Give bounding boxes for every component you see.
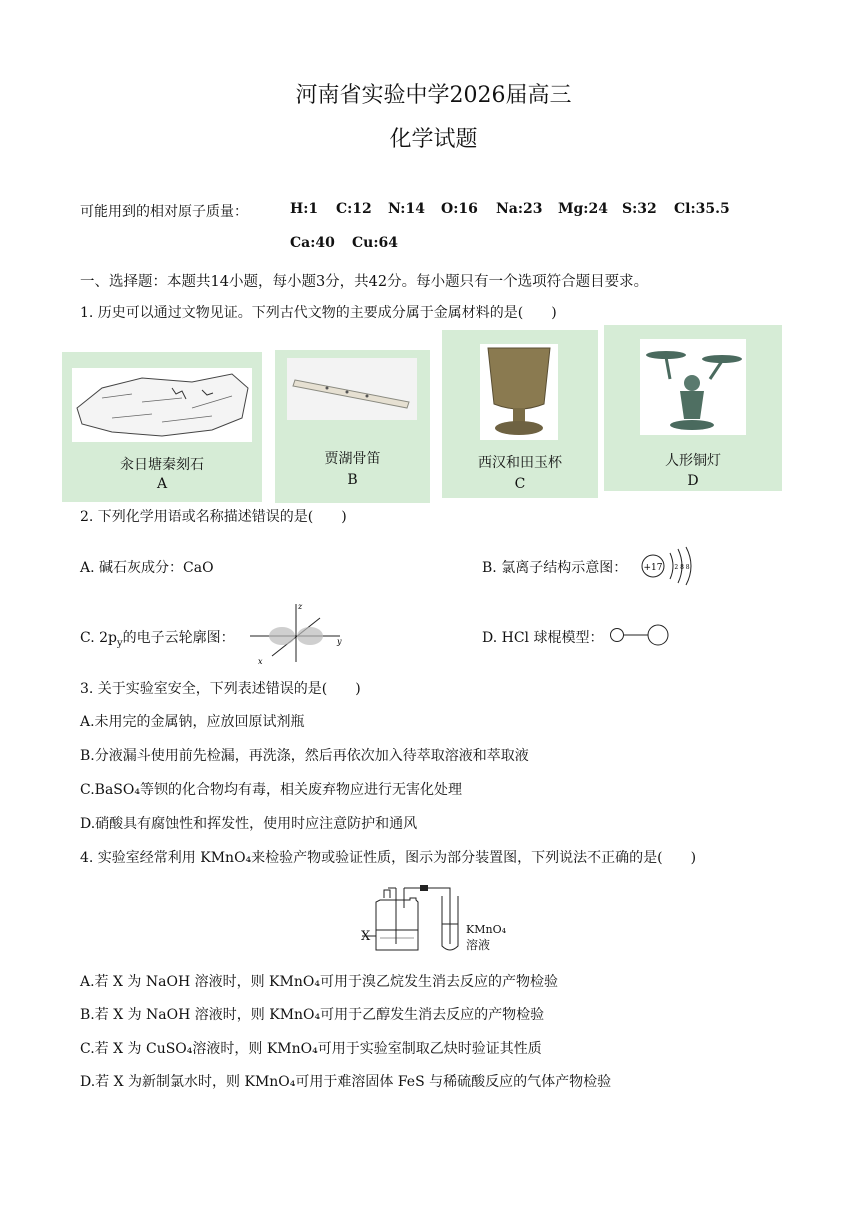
option-a-name: 汆日塘秦刻石	[120, 457, 204, 473]
option-card-a	[62, 352, 262, 502]
option-b-name: 贾湖骨笛	[324, 451, 381, 467]
svg-text:z: z	[298, 602, 303, 611]
question-2-option-c	[80, 627, 235, 649]
atomic-mass-na: Na:23	[496, 201, 543, 217]
bone-flute-image	[287, 358, 417, 420]
question-4-option-d: D.若 X 为新制氯水时，则 KMnO₄可用于难溶固体 FeS 与稀硫酸反应的气体产物检验	[80, 1074, 612, 1090]
ion-shells-label: 2 8 8	[674, 564, 690, 571]
atomic-mass-n: N:14	[388, 201, 425, 217]
option-d-letter: D	[687, 473, 699, 489]
apparatus-label-x: X	[361, 929, 371, 944]
atomic-mass-o: O:16	[441, 201, 478, 217]
bronze-lamp-image	[640, 339, 746, 435]
question-3-option-c: C.BaSO₄等钡的化合物均有毒，相关废弃物应进行无害化处理	[80, 782, 462, 798]
atomic-mass-s: S:32	[622, 201, 657, 217]
question-4-option-a: A.若 X 为 NaOH 溶液时，则 KMnO₄可用于溴乙烷发生消去反应的产物检验	[80, 974, 558, 990]
option-c-name: 西汉和田玉杯	[478, 455, 562, 471]
svg-text:y: y	[337, 637, 342, 646]
hcl-ball-stick-model	[608, 623, 672, 647]
atomic-mass-cu: Cu:64	[352, 235, 398, 251]
option-card-b	[275, 350, 430, 503]
p-orbital-diagram	[250, 600, 345, 666]
svg-text:x: x	[258, 657, 263, 666]
option-card-d	[604, 325, 782, 491]
chloride-ion-diagram	[640, 545, 700, 587]
atomic-mass-ca: Ca:40	[290, 235, 335, 251]
gas-washing-apparatus	[358, 880, 518, 954]
option-c-subscript: y	[116, 637, 123, 649]
page-subtitle: 化学试题	[389, 127, 478, 152]
apparatus-label-solution: 溶液	[466, 938, 491, 952]
option-a-letter: A	[156, 476, 168, 492]
question-3-option-b: B.分液漏斗使用前先检漏，再洗涤，然后再依次加入待萃取溶液和萃取液	[80, 748, 529, 764]
jade-cup-image	[480, 344, 558, 440]
option-b-letter: B	[347, 472, 358, 488]
question-4-stem: 4. 实验室经常利用 KMnO₄来检验产物或验证性质，图示为部分装置图，下列说法不正确的是( )	[80, 850, 697, 866]
stone-carving-image	[72, 368, 252, 442]
question-3-stem: 3. 关于实验室安全，下列表述错误的是( )	[80, 681, 361, 697]
question-4-option-b: B.若 X 为 NaOH 溶液时，则 KMnO₄可用于乙醇发生消去反应的产物检验	[80, 1007, 545, 1023]
option-c-prefix: C. 2p	[80, 630, 117, 646]
apparatus-label-kmno4: KMnO₄	[466, 923, 506, 936]
page-title: 河南省实验中学2026届高三	[295, 83, 572, 108]
option-c-suffix: 的电子云轮廓图：	[122, 630, 235, 646]
atomic-masses-label: 可能用到的相对原子质量：	[80, 204, 248, 220]
question-3-option-d: D.硝酸具有腐蚀性和挥发性，使用时应注意防护和通风	[80, 816, 418, 832]
question-1-stem: 1. 历史可以通过文物见证。下列古代文物的主要成分属于金属材料的是( )	[80, 305, 557, 321]
option-d-name: 人形铜灯	[665, 453, 721, 469]
ion-nucleus-label: +17	[643, 563, 663, 573]
question-2-option-b: B. 氯离子结构示意图：	[482, 560, 628, 576]
atomic-mass-c: C:12	[336, 201, 372, 217]
option-c-letter: C	[514, 476, 526, 492]
question-2-option-d: D. HCl 球棍模型：	[482, 630, 604, 646]
atomic-mass-cl: Cl:35.5	[674, 201, 730, 217]
option-card-c	[442, 330, 598, 498]
atomic-mass-mg: Mg:24	[558, 201, 608, 217]
question-3-option-a: A.未用完的金属钠，应放回原试剂瓶	[80, 714, 305, 730]
atomic-mass-h: H:1	[290, 201, 319, 217]
question-4-option-c: C.若 X 为 CuSO₄溶液时，则 KMnO₄可用于实验室制取乙炔时验证其性质	[80, 1041, 542, 1057]
question-2-option-a: A. 碱石灰成分：CaO	[80, 560, 214, 576]
section-heading: 一、选择题：本题共14小题，每小题3分，共42分。每小题只有一个选项符合题目要求。	[80, 274, 649, 290]
question-2-stem: 2. 下列化学用语或名称描述错误的是( )	[80, 509, 347, 525]
